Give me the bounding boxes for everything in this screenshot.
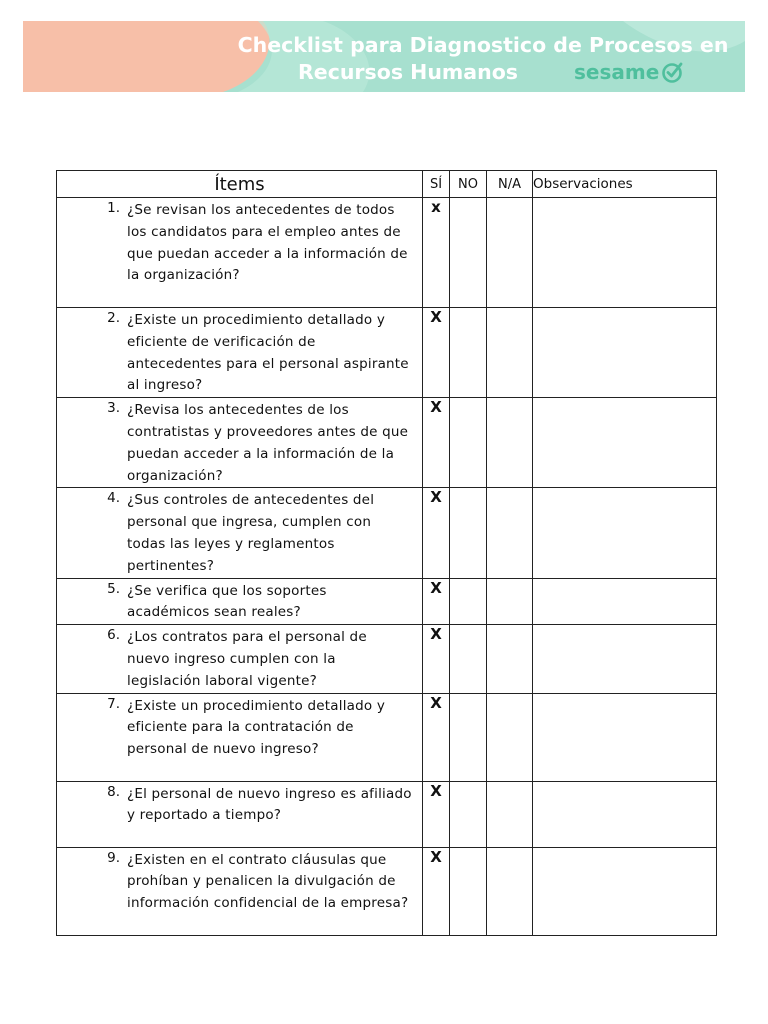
item-number: 8. xyxy=(107,783,120,800)
header-items: Ítems xyxy=(57,171,423,198)
no-mark xyxy=(450,625,487,693)
item-number: 5. xyxy=(107,580,120,597)
na-mark xyxy=(487,847,533,935)
item-cell xyxy=(57,781,423,847)
table-row xyxy=(57,847,717,935)
observaciones-cell xyxy=(533,693,717,781)
brand-logo xyxy=(574,60,685,84)
item-number: 4. xyxy=(107,490,120,507)
si-mark: X xyxy=(423,847,450,935)
na-mark xyxy=(487,198,533,308)
no-mark xyxy=(450,693,487,781)
no-mark xyxy=(450,578,487,625)
observaciones-cell xyxy=(533,398,717,488)
observaciones-cell xyxy=(533,488,717,578)
no-mark xyxy=(450,488,487,578)
na-mark xyxy=(487,578,533,625)
item-question: ¿Existe un procedimiento detallado y eficiente para la contratación de personal de nuevo ingreso? xyxy=(127,697,386,758)
item-number: 7. xyxy=(107,695,120,712)
no-mark xyxy=(450,398,487,488)
header-observaciones: Observaciones xyxy=(533,171,717,198)
title-line-1: Checklist para Diagnostico de Procesos en xyxy=(237,33,729,57)
item-question: ¿Existe un procedimiento detallado y eficiente de verificación de antecedentes para el personal aspirante al ingreso? xyxy=(127,312,409,394)
item-question: ¿El personal de nuevo ingreso es afiliado y reportado a tiempo? xyxy=(127,785,412,824)
si-mark: X xyxy=(423,488,450,578)
no-mark xyxy=(450,781,487,847)
si-mark: X xyxy=(423,781,450,847)
si-mark: X xyxy=(423,693,450,781)
item-number: 9. xyxy=(107,849,120,866)
no-mark xyxy=(450,198,487,308)
na-mark xyxy=(487,308,533,398)
table-row xyxy=(57,398,717,488)
title-line-2: Recursos Humanos xyxy=(298,60,518,84)
checklist-table xyxy=(56,170,717,936)
item-number: 1. xyxy=(107,200,120,216)
table-row xyxy=(57,625,717,693)
no-mark xyxy=(450,847,487,935)
observaciones-cell xyxy=(533,847,717,935)
item-number: 2. xyxy=(107,310,120,326)
na-mark xyxy=(487,398,533,488)
item-cell xyxy=(57,578,423,625)
header-na: N/A xyxy=(487,171,533,198)
table-row xyxy=(57,308,717,398)
item-number: 3. xyxy=(107,400,120,417)
item-question: ¿Existen en el contrato cláusulas que prohíban y penalicen la divulgación de información confidencial de la empresa? xyxy=(127,851,409,912)
item-question: ¿Se revisan los antecedentes de todos los candidatos para el empleo antes de que puedan acceder a la información de la organización? xyxy=(127,202,408,284)
si-mark: x xyxy=(423,198,450,308)
na-mark xyxy=(487,625,533,693)
header-no: NO xyxy=(450,171,487,198)
item-number: 6. xyxy=(107,627,120,644)
si-mark: X xyxy=(423,625,450,693)
item-question: ¿Revisa los antecedentes de los contratistas y proveedores antes de que puedan acceder a la información de la organización? xyxy=(127,402,409,484)
table-row xyxy=(57,781,717,847)
item-cell xyxy=(57,693,423,781)
item-cell xyxy=(57,847,423,935)
table-row xyxy=(57,578,717,625)
si-mark: X xyxy=(423,578,450,625)
observaciones-cell xyxy=(533,308,717,398)
table-row xyxy=(57,693,717,781)
header-si: SÍ xyxy=(423,171,450,198)
item-cell xyxy=(57,198,423,308)
observaciones-cell xyxy=(533,625,717,693)
table-header-row xyxy=(57,171,717,198)
no-mark xyxy=(450,308,487,398)
item-question: ¿Se verifica que los soportes académicos sean reales? xyxy=(127,582,327,621)
item-cell xyxy=(57,308,423,398)
item-question: ¿Sus controles de antecedentes del personal que ingresa, cumplen con todas las leyes y reglamentos pertinentes? xyxy=(127,492,375,574)
si-mark: X xyxy=(423,398,450,488)
check-circle-icon xyxy=(661,60,685,84)
item-cell xyxy=(57,625,423,693)
na-mark xyxy=(487,488,533,578)
item-cell xyxy=(57,488,423,578)
table-row xyxy=(57,488,717,578)
header-banner xyxy=(23,21,745,92)
item-question: ¿Los contratos para el personal de nuevo ingreso cumplen con la legislación laboral vigente? xyxy=(127,629,367,689)
na-mark xyxy=(487,781,533,847)
observaciones-cell xyxy=(533,781,717,847)
observaciones-cell xyxy=(533,198,717,308)
brand-name: sesame xyxy=(574,60,660,84)
si-mark: X xyxy=(423,308,450,398)
na-mark xyxy=(487,693,533,781)
table-row xyxy=(57,198,717,308)
item-cell xyxy=(57,398,423,488)
observaciones-cell xyxy=(533,578,717,625)
